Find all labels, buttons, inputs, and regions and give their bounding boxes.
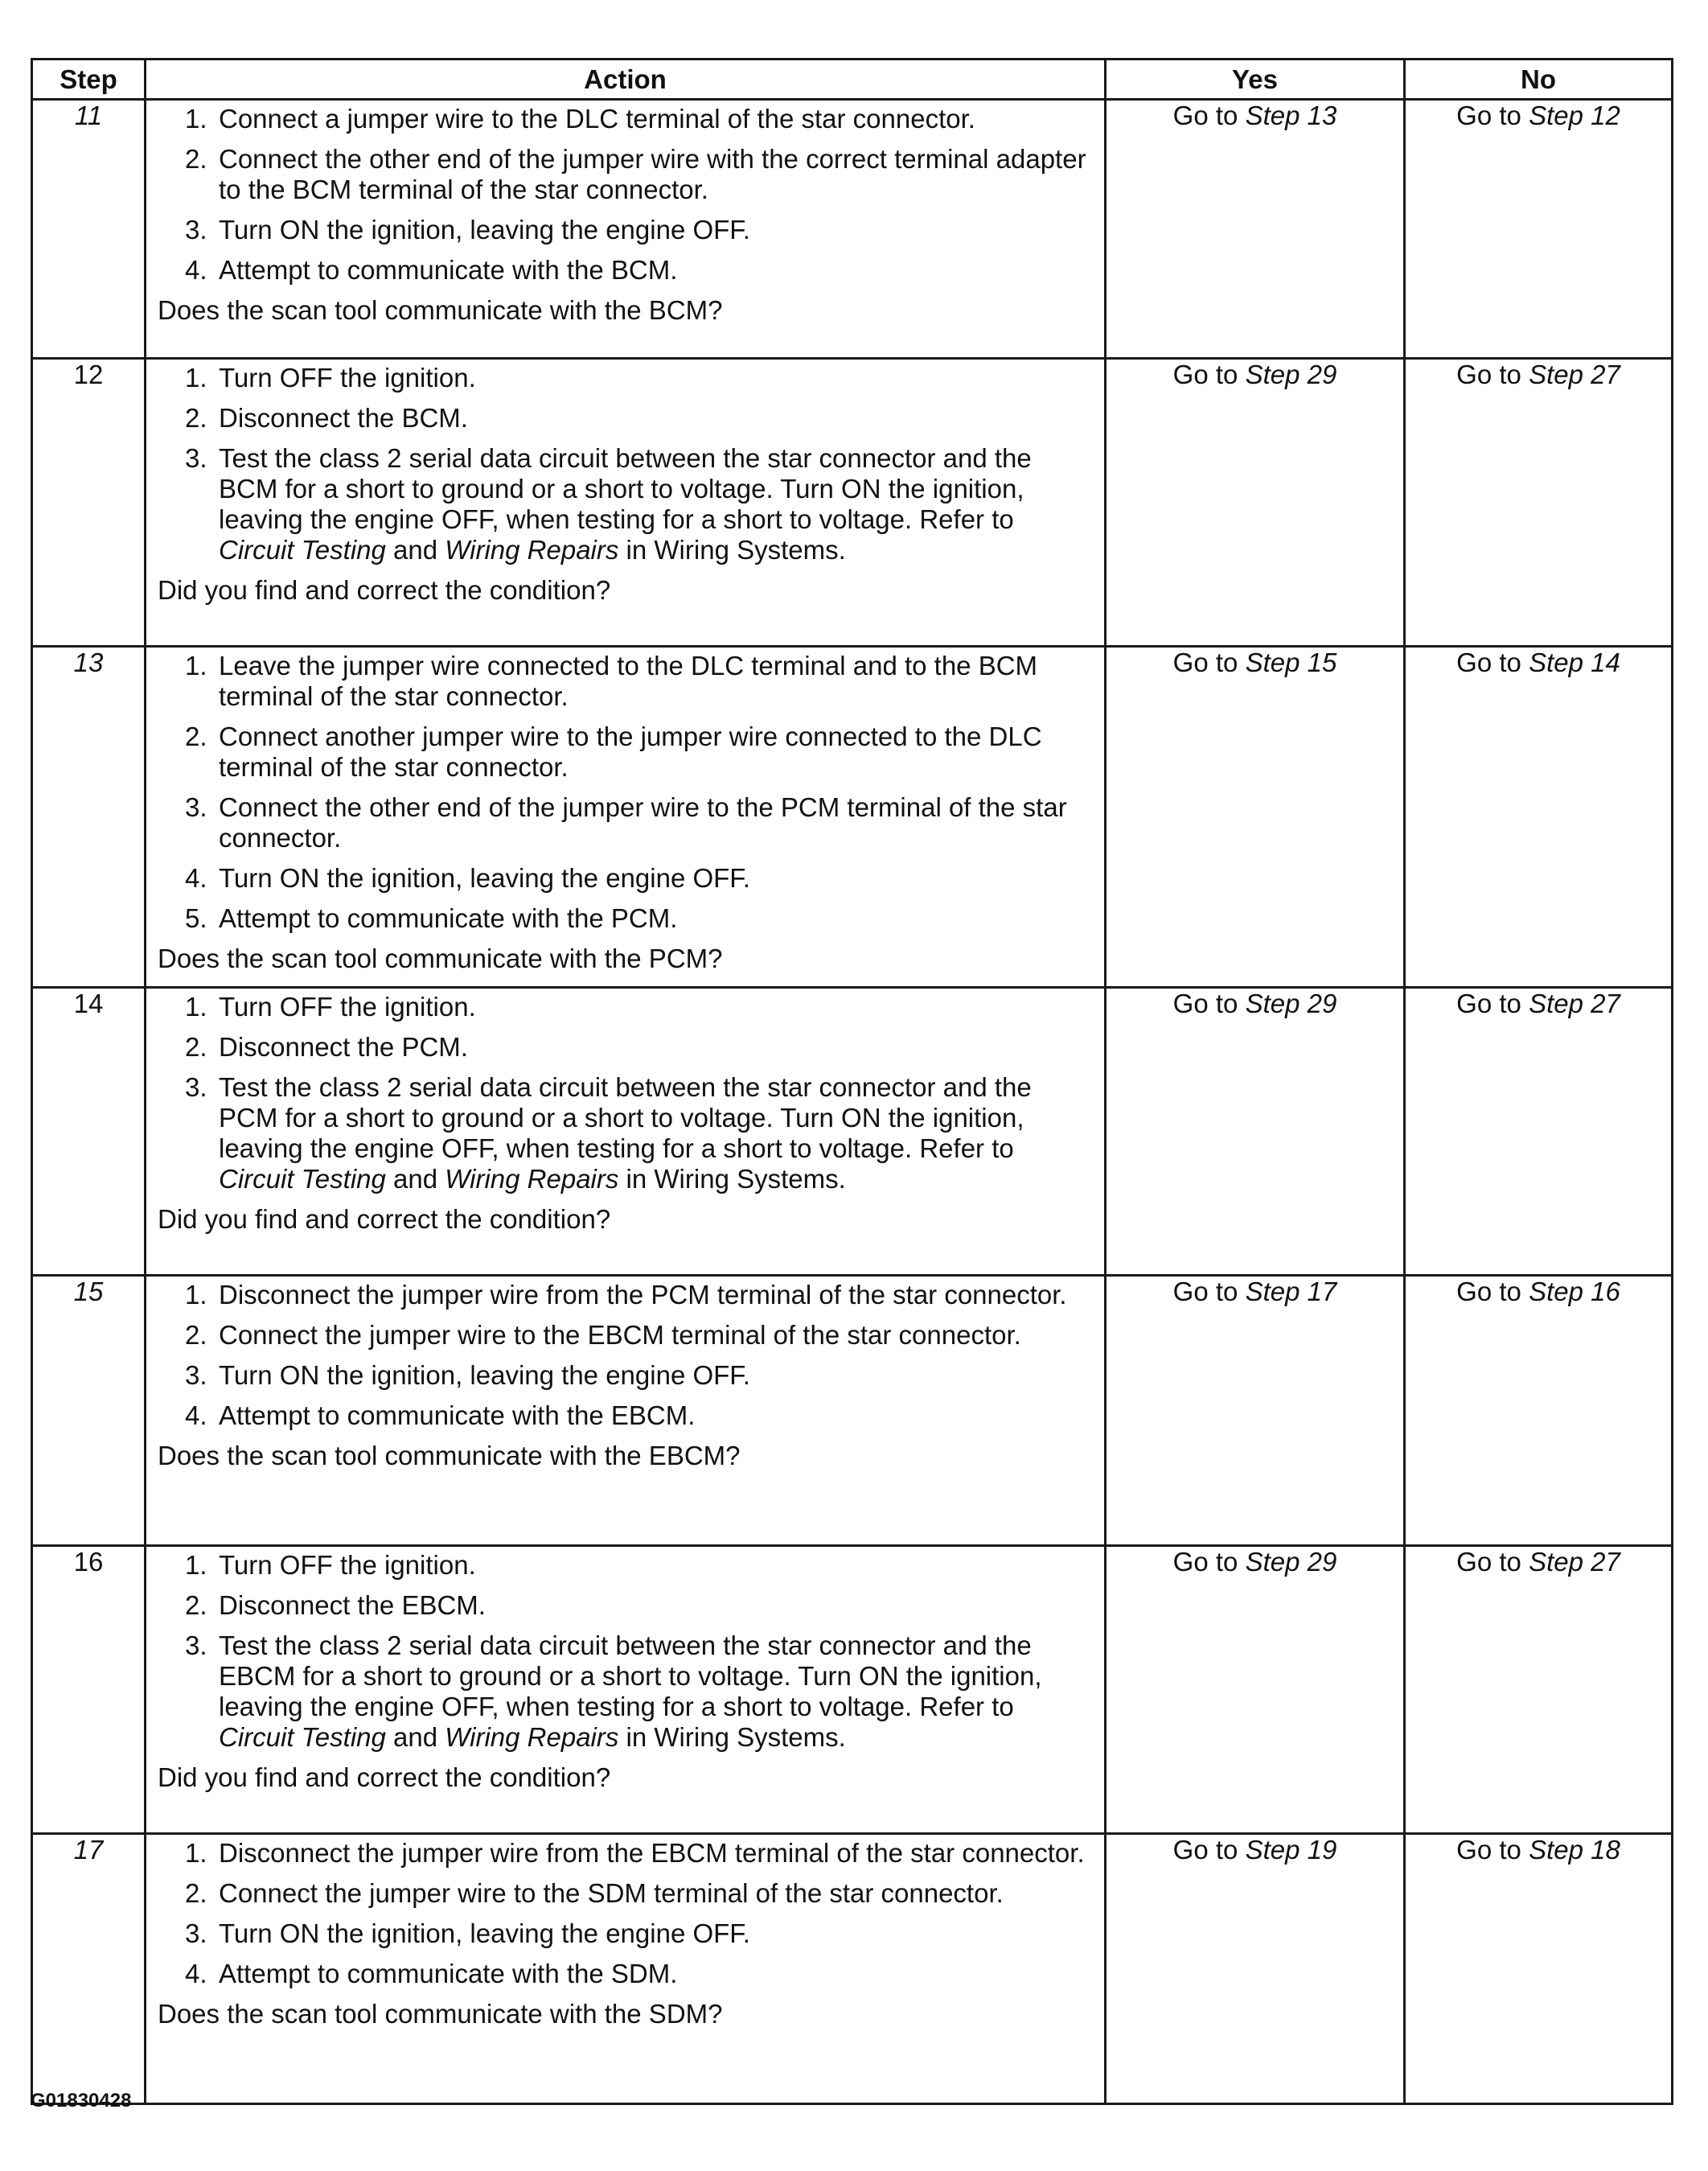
action-item-number: 1. (185, 1280, 207, 1310)
yes-result (1106, 1834, 1405, 2104)
action-item-number: 3. (185, 443, 207, 473)
action-item-number: 3. (185, 1072, 207, 1102)
yes-result (1106, 647, 1405, 988)
action-item (158, 144, 1093, 205)
action-item (158, 104, 1093, 134)
action-item (158, 1400, 1093, 1431)
step-number: 11 (32, 100, 146, 359)
action-item-number: 3. (185, 1360, 207, 1390)
action-item (158, 1878, 1093, 1909)
action-item-number: 2. (185, 722, 207, 751)
action-item-text: Connect another jumper wire to the jumper wire connected to the DLC terminal of the star connector. (219, 722, 1042, 782)
action-item (158, 992, 1093, 1022)
action-item-text: Attempt to communicate with the BCM. (219, 255, 678, 285)
action-item-text: Connect the jumper wire to the SDM terminal of the star connector. (219, 1878, 1004, 1908)
no-result-prefix: Go to (1456, 1547, 1529, 1577)
no-result-prefix: Go to (1456, 648, 1529, 677)
action-item (158, 1360, 1093, 1391)
no-result (1405, 988, 1673, 1276)
no-step-reference: Step 16 (1529, 1277, 1620, 1306)
action-item-text: Turn OFF the ignition. (219, 363, 476, 393)
yes-result-prefix: Go to (1172, 1547, 1246, 1577)
table-row (32, 1546, 1673, 1834)
action-item (158, 792, 1093, 853)
action-item-number: 3. (185, 1918, 207, 1948)
header-action: Action (146, 60, 1106, 100)
action-item-text: Attempt to communicate with the SDM. (219, 1959, 678, 1988)
action-item-text: Connect a jumper wire to the DLC terminal of the star connector. (219, 104, 975, 134)
action-item-number: 1. (185, 104, 207, 134)
action-item-text: Turn ON the ignition, leaving the engine OFF. (219, 1360, 750, 1390)
action-item-text: Turn OFF the ignition. (219, 1550, 476, 1580)
table-row (32, 100, 1673, 359)
header-step: Step (32, 60, 146, 100)
action-question: Did you find and correct the condition? (158, 1762, 611, 1792)
action-item (158, 722, 1093, 783)
no-step-reference: Step 18 (1529, 1835, 1620, 1865)
action-item-text: Turn ON the ignition, leaving the engine OFF. (219, 863, 750, 893)
action-cell (146, 1276, 1106, 1546)
action-item (158, 1032, 1093, 1063)
yes-result-prefix: Go to (1172, 360, 1246, 389)
action-item-text: Disconnect the jumper wire from the EBCM terminal of the star connector. (219, 1838, 1085, 1868)
table-row (32, 988, 1673, 1276)
action-item (158, 903, 1093, 934)
action-item-number: 1. (185, 1838, 207, 1868)
action-item-text: Attempt to communicate with the PCM. (219, 903, 678, 933)
action-item-number: 1. (185, 1550, 207, 1580)
step-number: 14 (32, 988, 146, 1276)
step-number: 16 (32, 1546, 146, 1834)
no-step-reference: Step 12 (1529, 101, 1620, 130)
action-item-number: 2. (185, 1590, 207, 1620)
no-result-prefix: Go to (1456, 1277, 1529, 1306)
action-item-text: Disconnect the jumper wire from the PCM terminal of the star connector. (219, 1280, 1067, 1310)
action-question: Did you find and correct the condition? (158, 575, 611, 605)
action-item (158, 1918, 1093, 1949)
no-step-reference: Step 27 (1529, 1547, 1620, 1577)
yes-result (1106, 988, 1405, 1276)
action-item-text: Test the class 2 serial data circuit between the star connector and the EBCM for a short to ground or a short to voltage. Turn ON the ignition, leaving the engine OFF, when testing for a short to voltage. Refer to Circuit Testing and Wiring Repairs in Wiring Systems. (219, 1630, 1042, 1752)
action-question: Does the scan tool communicate with the SDM? (158, 1999, 723, 2029)
yes-result-prefix: Go to (1172, 101, 1246, 130)
no-result (1405, 647, 1673, 988)
action-item-text: Test the class 2 serial data circuit between the star connector and the PCM for a short to ground or a short to voltage. Turn ON the ignition, leaving the engine OFF, when testing for a short to voltage. Refer to Circuit Testing and Wiring Repairs in Wiring Systems. (219, 1072, 1032, 1194)
yes-step-reference: Step 19 (1245, 1835, 1337, 1865)
action-item (158, 1959, 1093, 1989)
no-step-reference: Step 14 (1529, 648, 1620, 677)
no-step-reference: Step 27 (1529, 360, 1620, 389)
action-item (158, 1072, 1093, 1194)
yes-result-prefix: Go to (1172, 1277, 1246, 1306)
yes-result (1106, 1276, 1405, 1546)
no-result (1405, 1834, 1673, 2104)
procedure-document (31, 58, 1671, 2105)
action-item (158, 863, 1093, 894)
yes-result-prefix: Go to (1172, 989, 1246, 1018)
step-number: 15 (32, 1276, 146, 1546)
action-item (158, 651, 1093, 712)
action-item-number: 2. (185, 403, 207, 433)
table-body (32, 100, 1673, 2104)
action-item-number: 5. (185, 903, 207, 933)
action-item-text: Connect the other end of the jumper wire to the PCM terminal of the star connector. (219, 792, 1067, 853)
action-question: Did you find and correct the condition? (158, 1204, 611, 1234)
action-list (158, 1550, 1093, 1753)
step-number: 12 (32, 359, 146, 647)
action-list (158, 1838, 1093, 1989)
action-item-number: 2. (185, 1320, 207, 1350)
no-step-reference: Step 27 (1529, 989, 1620, 1018)
header-no: No (1405, 60, 1673, 100)
action-cell (146, 647, 1106, 988)
diagnostic-steps-table (31, 58, 1673, 2105)
action-item-number: 3. (185, 215, 207, 245)
action-question: Does the scan tool communicate with the BCM? (158, 295, 723, 325)
no-result (1405, 359, 1673, 647)
action-item-number: 4. (185, 1400, 207, 1430)
action-item (158, 215, 1093, 245)
action-item (158, 1838, 1093, 1869)
table-header-row (32, 60, 1673, 100)
no-result-prefix: Go to (1456, 1835, 1529, 1865)
action-cell (146, 100, 1106, 359)
action-item-text: Connect the jumper wire to the EBCM terminal of the star connector. (219, 1320, 1021, 1350)
step-number: 17 (32, 1834, 146, 2104)
yes-step-reference: Step 29 (1245, 989, 1337, 1018)
no-result (1405, 100, 1673, 359)
yes-result (1106, 359, 1405, 647)
action-cell (146, 988, 1106, 1276)
action-item-number: 4. (185, 255, 207, 285)
action-list (158, 104, 1093, 286)
no-result-prefix: Go to (1456, 360, 1529, 389)
action-item (158, 1630, 1093, 1753)
action-item-text: Turn OFF the ignition. (219, 992, 476, 1022)
no-result (1405, 1276, 1673, 1546)
yes-result-prefix: Go to (1172, 648, 1246, 677)
table-row (32, 1276, 1673, 1546)
yes-step-reference: Step 15 (1245, 648, 1337, 677)
action-item-number: 4. (185, 863, 207, 893)
yes-result (1106, 100, 1405, 359)
action-item (158, 443, 1093, 565)
table-row (32, 1834, 1673, 2104)
action-item-text: Connect the other end of the jumper wire with the correct terminal adapter to the BCM terminal of the star connector. (219, 144, 1086, 204)
yes-result-prefix: Go to (1172, 1835, 1246, 1865)
yes-result (1106, 1546, 1405, 1834)
action-item-text: Disconnect the BCM. (219, 403, 468, 433)
action-item-text: Turn ON the ignition, leaving the engine OFF. (219, 215, 750, 245)
no-result-prefix: Go to (1456, 101, 1529, 130)
yes-step-reference: Step 13 (1245, 101, 1337, 130)
action-item (158, 403, 1093, 434)
yes-step-reference: Step 29 (1245, 1547, 1337, 1577)
action-list (158, 992, 1093, 1194)
no-result (1405, 1546, 1673, 1834)
action-list (158, 651, 1093, 934)
header-yes: Yes (1106, 60, 1405, 100)
action-cell (146, 1546, 1106, 1834)
figure-id: G01830428 (31, 2090, 132, 2111)
action-cell (146, 359, 1106, 647)
action-question: Does the scan tool communicate with the EBCM? (158, 1441, 741, 1470)
action-list (158, 1280, 1093, 1431)
action-item-number: 1. (185, 363, 207, 393)
step-number: 13 (32, 647, 146, 988)
action-item-number: 1. (185, 651, 207, 680)
action-item-number: 1. (185, 992, 207, 1022)
action-item (158, 363, 1093, 393)
action-item (158, 1550, 1093, 1581)
action-cell (146, 1834, 1106, 2104)
action-item (158, 1320, 1093, 1351)
action-item-number: 2. (185, 1878, 207, 1908)
table-row (32, 359, 1673, 647)
action-item-number: 2. (185, 144, 207, 174)
action-item (158, 255, 1093, 286)
action-item-text: Turn ON the ignition, leaving the engine OFF. (219, 1918, 750, 1948)
action-item (158, 1590, 1093, 1621)
action-item-text: Disconnect the PCM. (219, 1032, 468, 1062)
action-list (158, 363, 1093, 565)
action-item (158, 1280, 1093, 1310)
action-item-number: 2. (185, 1032, 207, 1062)
action-item-number: 3. (185, 1630, 207, 1660)
action-item-text: Disconnect the EBCM. (219, 1590, 486, 1620)
table-row (32, 647, 1673, 988)
yes-step-reference: Step 29 (1245, 360, 1337, 389)
action-item-text: Attempt to communicate with the EBCM. (219, 1400, 696, 1430)
no-result-prefix: Go to (1456, 989, 1529, 1018)
yes-step-reference: Step 17 (1245, 1277, 1337, 1306)
action-item-number: 3. (185, 792, 207, 822)
action-item-number: 4. (185, 1959, 207, 1988)
action-question: Does the scan tool communicate with the PCM? (158, 944, 723, 973)
action-item-text: Leave the jumper wire connected to the DLC terminal and to the BCM terminal of the star connector. (219, 651, 1038, 711)
action-item-text: Test the class 2 serial data circuit between the star connector and the BCM for a short to ground or a short to voltage. Turn ON the ignition, leaving the engine OFF, when testing for a short to voltage. Refer to Circuit Testing and Wiring Repairs in Wiring Systems. (219, 443, 1032, 565)
